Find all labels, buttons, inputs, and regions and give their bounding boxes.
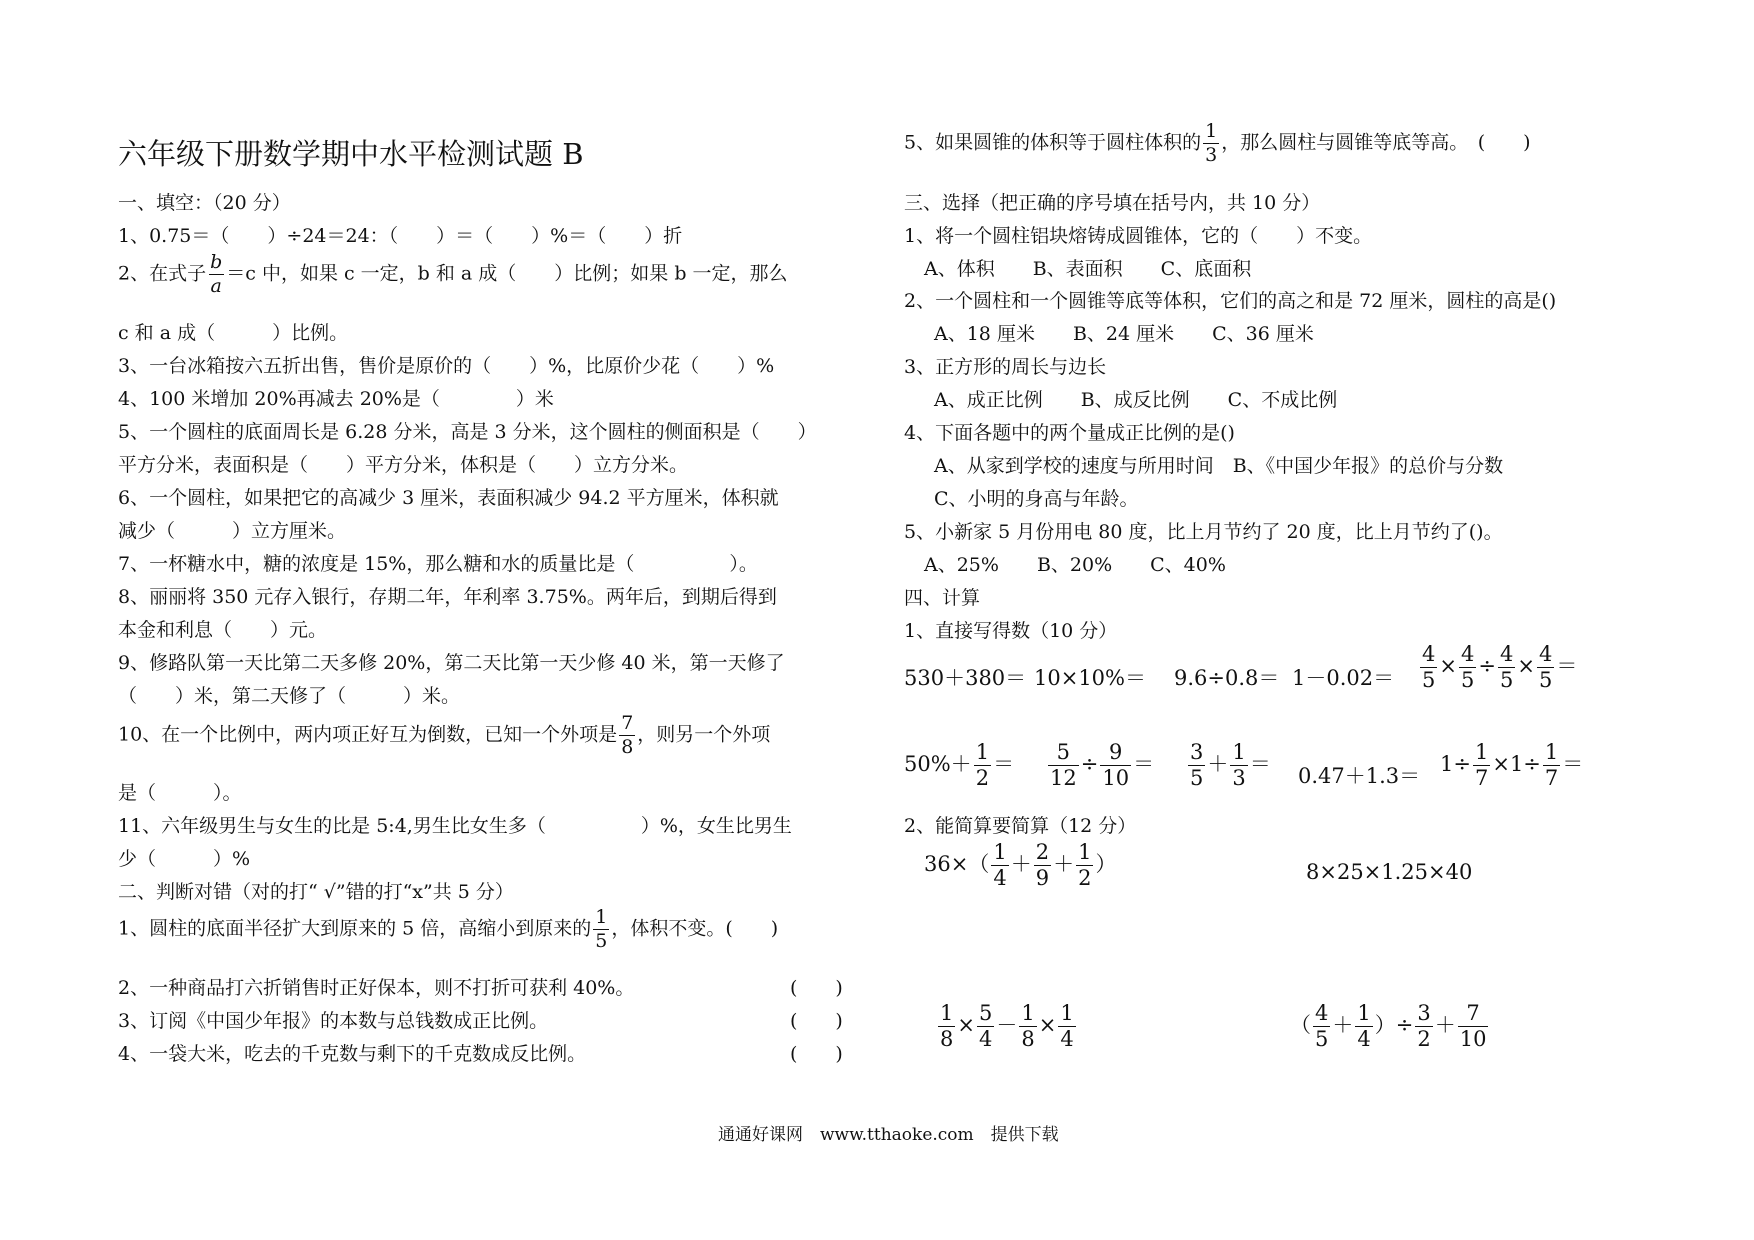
frac-numerator: 1: [1021, 1001, 1035, 1025]
fill-question-3: 3、一台冰箱按六五折出售，售价是原价的（ ）%，比原价少花（ ）%: [118, 355, 775, 377]
fraction-1-3: [1230, 742, 1247, 789]
section-fill-in-heading: 一、填空：（20 分）: [118, 192, 291, 214]
judge-question-5: [904, 122, 1531, 165]
expr-text: 1÷: [1440, 752, 1471, 776]
fraction-5-12: [1048, 742, 1079, 789]
frac-denominator: 3: [1205, 144, 1218, 166]
fraction-1-4: [1355, 1003, 1372, 1050]
fraction-2-9: [1034, 842, 1051, 889]
choice-question-2-options: A、18 厘米 B、24 厘米 C、36 厘米: [934, 323, 1314, 345]
section-judge-heading: 二、判断对错（对的打“ √”错的打“x”共 5 分）: [118, 881, 514, 903]
choice-question-4: 4、下面各题中的两个量成正比例的是(): [904, 422, 1235, 444]
calc-sub1-heading: 1、直接写得数（10 分）: [904, 620, 1118, 642]
calc-row1-c: 9.6÷0.8＝: [1174, 666, 1280, 690]
fill-question-11-line2: 少（ ）%: [118, 848, 251, 870]
frac-denominator: 5: [1460, 668, 1475, 692]
frac-numerator: 4: [1538, 642, 1553, 666]
frac-denominator: 5: [1499, 668, 1514, 692]
frac-numerator: 1: [940, 1001, 954, 1025]
frac-denominator: 2: [975, 766, 990, 790]
fraction-1-8: [1019, 1003, 1036, 1050]
fraction-1-4: [991, 842, 1008, 889]
frac-denominator: a: [210, 275, 222, 297]
frac-numerator: 7: [621, 712, 634, 734]
frac-numerator: 5: [978, 1001, 993, 1025]
fill-question-2-prefix: 2、在式子: [118, 262, 207, 285]
expr-text: 50%＋: [904, 752, 972, 776]
frac-numerator: 1: [1232, 740, 1246, 764]
fraction-1-2: [974, 742, 991, 789]
judge-question-4: 4、一袋大米，吃去的千克数与剩下的千克数成反比例。: [118, 1043, 587, 1065]
fill-question-2: [118, 253, 788, 296]
expr-text: 36×（: [924, 852, 990, 876]
equals: ＝: [993, 752, 1015, 776]
operator: ＋: [1010, 852, 1032, 876]
judge-question-5-suffix: ，那么圆柱与圆锥等底等高。 ( ): [1221, 131, 1531, 154]
operator: ＋: [1053, 852, 1075, 876]
frac-denominator: 5: [1190, 766, 1204, 790]
fill-question-2-line2: c 和 a 成（ ）比例。: [118, 322, 349, 344]
choice-question-3: 3、正方形的周长与边长: [904, 356, 1107, 378]
frac-numerator: 1: [975, 740, 990, 764]
simplify-expr-4: [1290, 1003, 1490, 1050]
calc-row1-b: 10×10%＝: [1034, 666, 1146, 690]
fraction-1-over-5: [593, 908, 609, 951]
judge-question-1-prefix: 1、圆柱的底面半径扩大到原来的 5 倍，高缩小到原来的: [118, 917, 592, 940]
fraction-b-over-a: [208, 253, 224, 296]
fill-question-11-line1: 11、六年级男生与女生的比是 5:4,男生比女生多（ ）%，女生比男生: [118, 815, 792, 837]
frac-denominator: 5: [1538, 668, 1553, 692]
fill-question-2-suffix: ＝c 中，如果 c 一定，b 和 a 成（ ）比例；如果 b 一定，那么: [226, 262, 788, 285]
frac-numerator: 4: [1499, 642, 1514, 666]
fill-question-9-line2: （ ）米，第二天修了（ ）米。: [118, 685, 461, 707]
fill-question-8-line2: 本金和利息（ ）元。: [118, 619, 328, 641]
operator: ＋: [1332, 1013, 1354, 1037]
choice-question-1: 1、将一个圆柱铝块熔铸成圆锥体，它的（ ）不变。: [904, 225, 1373, 247]
page-footer: 通通好课网 www.tthaoke.com 提供下载: [718, 1125, 1059, 1145]
frac-denominator: 8: [940, 1027, 954, 1051]
choice-question-5: 5、小新家 5 月份用电 80 度，比上月节约了 20 度，比上月节约了()。: [904, 521, 1503, 543]
operator: ×: [1517, 654, 1535, 678]
equals: ＝: [1133, 752, 1155, 776]
fraction-1-2: [1076, 842, 1093, 889]
fraction-4-5: [1537, 644, 1554, 691]
fraction-7-10: [1458, 1003, 1489, 1050]
choice-question-4-options-line2: C、小明的身高与年龄。: [934, 488, 1139, 510]
expr-text: ）: [1095, 852, 1117, 876]
choice-question-4-options-line1: A、从家到学校的速度与所用时间 B、《中国少年报》的总价与分数: [934, 455, 1504, 477]
fill-question-1: 1、0.75＝（ ）÷24＝24：（ ）＝（ ）%＝（ ）折: [118, 225, 683, 247]
frac-denominator: 7: [1474, 766, 1489, 790]
frac-denominator: 7: [1544, 766, 1559, 790]
calc-row2-d: 0.47＋1.3＝: [1298, 764, 1421, 788]
fraction-1-8: [938, 1003, 955, 1050]
calc-row2-a: [904, 742, 1014, 789]
operator: ＋: [1207, 752, 1229, 776]
simplify-expr-1: [924, 842, 1116, 889]
frac-numerator: 1: [1060, 1001, 1074, 1025]
frac-numerator: 1: [1205, 120, 1218, 142]
fraction-1-7: [1473, 742, 1490, 789]
frac-numerator: 1: [1078, 840, 1092, 864]
judge-question-4-answer: ( ): [790, 1043, 843, 1065]
fraction-4-5: [1498, 644, 1515, 691]
fill-question-10-line2: 是（ ）。: [118, 782, 242, 804]
frac-numerator: 4: [1422, 642, 1436, 666]
section-choice-heading: 三、选择（把正确的序号填在括号内，共 10 分）: [904, 192, 1321, 214]
operator: ÷: [1478, 654, 1496, 678]
equals: ＝: [1562, 752, 1584, 776]
fill-question-10: [118, 714, 770, 757]
frac-numerator: 4: [1315, 1001, 1329, 1025]
frac-denominator: 10: [1102, 766, 1130, 790]
simplify-expr-3: [936, 1003, 1078, 1050]
frac-denominator: 10: [1459, 1027, 1487, 1051]
frac-numerator: 4: [1460, 642, 1475, 666]
calc-row2-b: [1046, 742, 1154, 789]
judge-question-2-answer: ( ): [790, 977, 843, 999]
frac-denominator: 8: [621, 736, 634, 758]
fraction-1-4: [1058, 1003, 1075, 1050]
judge-question-2: 2、一种商品打六折销售时正好保本，则不打折可获利 40%。: [118, 977, 635, 999]
fill-question-7: 7、一杯糖水中，糖的浓度是 15%，那么糖和水的质量比是（ ）。: [118, 553, 758, 575]
section-calc-heading: 四、计算: [904, 587, 981, 609]
frac-numerator: 9: [1109, 740, 1123, 764]
expr-text: ×1÷: [1492, 752, 1541, 776]
calc-row2-e: [1440, 742, 1583, 789]
frac-denominator: 12: [1050, 766, 1077, 790]
fraction-4-5: [1420, 644, 1437, 691]
frac-numerator: 3: [1190, 740, 1204, 764]
fraction-9-10: [1100, 742, 1131, 789]
judge-question-3: 3、订阅《中国少年报》的本数与总钱数成正比例。: [118, 1010, 549, 1032]
judge-question-3-answer: ( ): [790, 1010, 843, 1032]
operator: ＋: [1434, 1013, 1456, 1037]
calc-row1-e: [1418, 644, 1577, 691]
calc-row1-d: 1－0.02＝: [1292, 666, 1395, 690]
frac-denominator: 4: [1060, 1027, 1074, 1051]
operator: ÷: [1080, 752, 1099, 776]
choice-question-2: 2、一个圆柱和一个圆锥等底等体积，它们的高之和是 72 厘米，圆柱的高是(): [904, 290, 1557, 312]
frac-numerator: 1: [1474, 740, 1489, 764]
frac-denominator: 5: [595, 930, 608, 952]
frac-denominator: 2: [1417, 1027, 1431, 1051]
calc-row2-c: [1186, 742, 1271, 789]
fraction-3-5: [1188, 742, 1205, 789]
expr-text: ）÷: [1374, 1013, 1414, 1037]
frac-denominator: 4: [1357, 1027, 1371, 1051]
fill-question-4: 4、100 米增加 20%再减去 20%是（ ）米: [118, 388, 554, 410]
frac-denominator: 4: [993, 866, 1007, 890]
frac-denominator: 4: [978, 1027, 993, 1051]
judge-question-1-suffix: ，体积不变。( ): [611, 917, 779, 940]
frac-numerator: 7: [1466, 1001, 1480, 1025]
choice-question-5-options: A、25% B、20% C、40%: [924, 554, 1226, 576]
frac-numerator: 1: [595, 906, 608, 928]
fill-question-8-line1: 8、丽丽将 350 元存入银行，存期二年，年利率 3.75%。两年后，到期后得到: [118, 586, 777, 608]
frac-numerator: 1: [1357, 1001, 1371, 1025]
calc-row1-a: 530＋380＝: [904, 666, 1027, 690]
fraction-7-over-8: [619, 714, 635, 757]
fraction-5-4: [977, 1003, 994, 1050]
fraction-4-5: [1313, 1003, 1330, 1050]
operator: ×: [1038, 1013, 1057, 1037]
operator: ×: [957, 1013, 975, 1037]
frac-numerator: 3: [1417, 1001, 1431, 1025]
equals: ＝: [1556, 654, 1578, 678]
frac-denominator: 5: [1315, 1027, 1329, 1051]
frac-numerator: 5: [1056, 740, 1071, 764]
fraction-3-2: [1415, 1003, 1432, 1050]
equals: ＝: [1249, 752, 1271, 776]
operator: ×: [1439, 654, 1457, 678]
judge-question-1: [118, 908, 778, 951]
choice-question-1-options: A、体积 B、表面积 C、底面积: [924, 258, 1252, 280]
frac-denominator: 8: [1021, 1027, 1035, 1051]
fill-question-10-suffix: ，则另一个外项: [637, 723, 771, 746]
expr-text: （: [1290, 1013, 1311, 1037]
frac-numerator: 2: [1035, 840, 1050, 864]
calc-sub2-heading: 2、能简算要简算（12 分）: [904, 815, 1137, 837]
fill-question-9-line1: 9、修路队第一天比第二天多修 20%，第二天比第一天少修 40 米，第一天修了: [118, 652, 785, 674]
frac-numerator: 1: [1544, 740, 1559, 764]
frac-numerator: b: [210, 251, 223, 273]
fill-question-5-line2: 平方分米，表面积是（ ）平方分米，体积是（ ）立方分米。: [118, 454, 689, 476]
frac-numerator: 1: [993, 840, 1007, 864]
fill-question-5-line1: 5、一个圆柱的底面周长是 6.28 分米，高是 3 分米，这个圆柱的侧面积是（ ）: [118, 421, 817, 443]
fraction-1-over-3: [1203, 122, 1219, 165]
frac-denominator: 3: [1232, 766, 1246, 790]
frac-denominator: 5: [1422, 668, 1436, 692]
frac-denominator: 2: [1078, 866, 1092, 890]
fill-question-10-prefix: 10、在一个比例中，两内项正好互为倒数，已知一个外项是: [118, 723, 618, 746]
fraction-4-5: [1459, 644, 1476, 691]
page-title: 六年级下册数学期中水平检测试题 B: [118, 137, 584, 171]
choice-question-3-options: A、成正比例 B、成反比例 C、不成比例: [934, 389, 1338, 411]
fill-question-6-line1: 6、一个圆柱，如果把它的高减少 3 厘米，表面积减少 94.2 平方厘米，体积就: [118, 487, 779, 509]
simplify-expr-2: 8×25×1.25×40: [1306, 860, 1473, 884]
fraction-1-7: [1543, 742, 1560, 789]
operator: －: [996, 1013, 1018, 1037]
judge-question-5-prefix: 5、如果圆锥的体积等于圆柱体积的: [904, 131, 1202, 154]
frac-denominator: 9: [1035, 866, 1050, 890]
fill-question-6-line2: 减少（ ）立方厘米。: [118, 520, 347, 542]
